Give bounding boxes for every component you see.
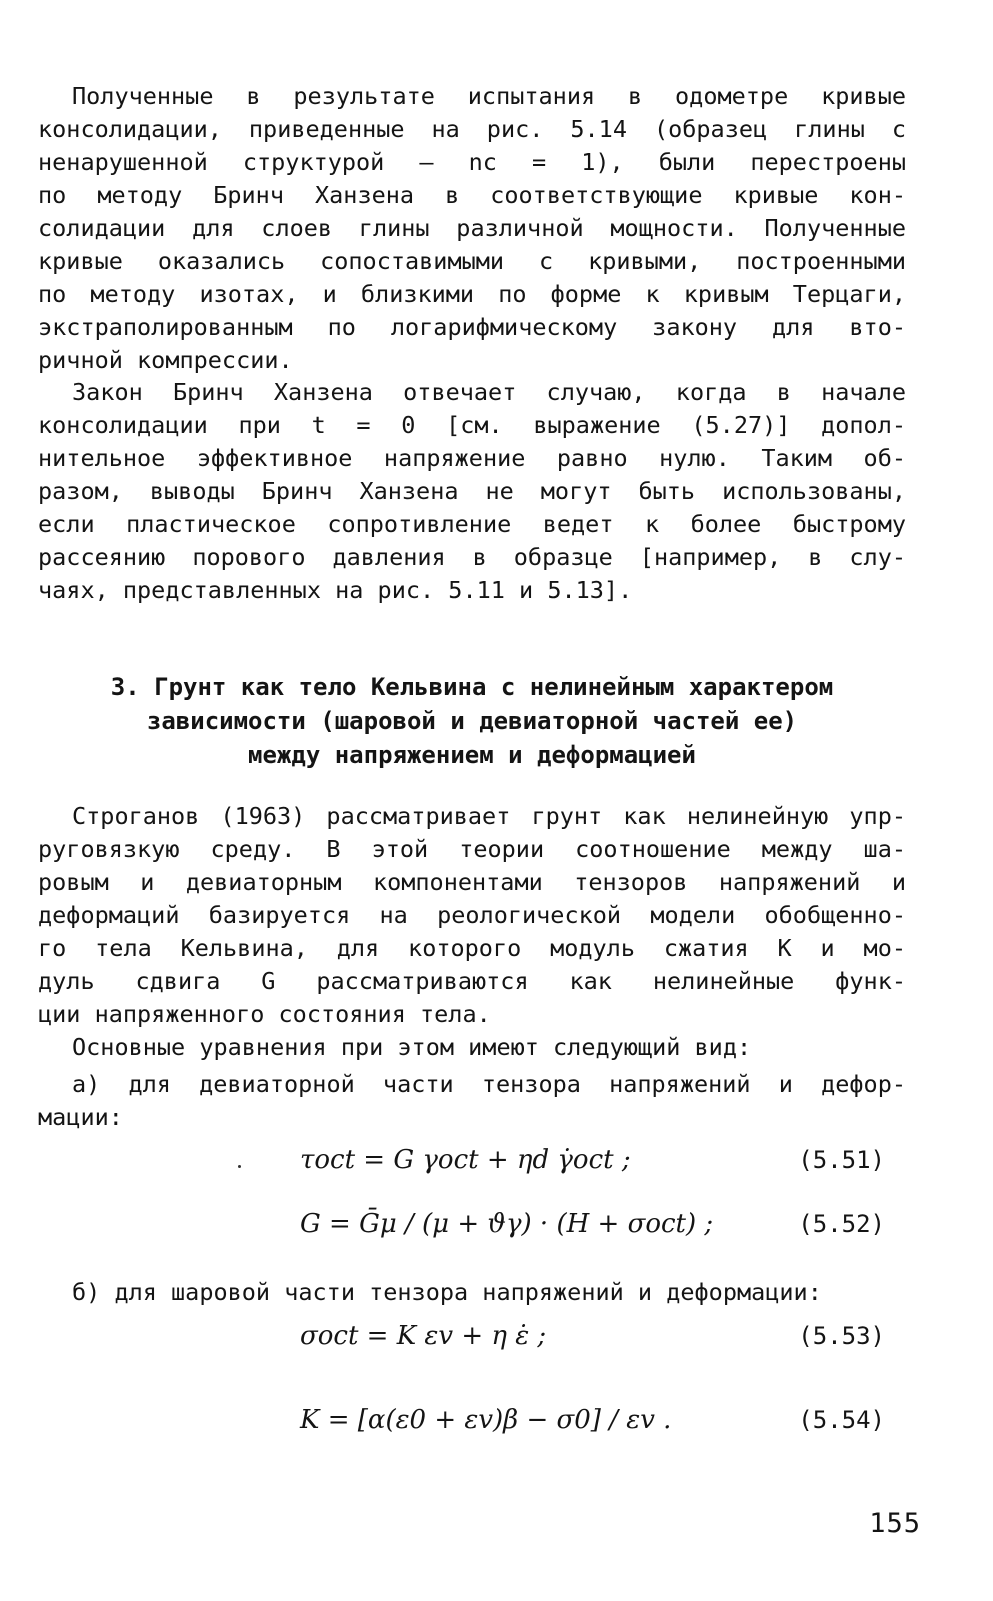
text-line: дуль сдвига G рассматриваются как нелинейные функ-: [38, 967, 906, 995]
equation-number: (5.51): [798, 1146, 885, 1174]
text-line: а) для девиаторной части тензора напряжений и дефор-: [72, 1070, 906, 1098]
text-line: солидации для слоев глины различной мощности. Полученные: [38, 214, 906, 242]
equation-formula: K = [α(ε0 + εv)β − σ0] / εv .: [300, 1405, 672, 1435]
section-heading: [38, 670, 906, 772]
text-line: если пластическое сопротивление ведет к более быстрому: [38, 510, 906, 538]
equation-number: (5.53): [798, 1322, 885, 1350]
paragraph-3: [38, 800, 906, 1031]
text-line: кривые оказались сопоставимыми с кривыми, построенными: [38, 247, 906, 275]
text-line: экстраполированным по логарифмическому закону для вто-: [38, 313, 906, 341]
text-line: рассеянию порового давления в образце [например, в слу-: [38, 543, 906, 571]
text-line: б) для шаровой части тензора напряжений и деформации:: [72, 1278, 822, 1306]
text-line: руговязкую среду. В этой теории соотношение между ша-: [38, 835, 906, 863]
equation-formula: τoct = G γoct + ηd γ̇oct ;: [300, 1145, 631, 1175]
text-line: чаях, представленных на рис. 5.11 и 5.13].: [38, 576, 633, 604]
paragraph-6: [38, 1276, 906, 1309]
text-line: по методу изотах, и близкими по форме к кривым Терцаги,: [38, 280, 906, 308]
text-line: деформаций базируется на реологической модели обобщенно-: [38, 901, 906, 929]
text-line: Закон Бринч Ханзена отвечает случаю, когда в начале: [72, 378, 906, 406]
equation-formula: G = Ḡμ / (μ + ϑγ) · (H + σoct) ;: [300, 1209, 714, 1239]
text-line: Основные уравнения при этом имеют следующий вид:: [72, 1033, 752, 1061]
paragraph-4: [38, 1031, 906, 1064]
text-line: Полученные в результате испытания в одометре кривые: [72, 82, 906, 110]
text-line: по методу Бринч Ханзена в соответствующие кривые кон-: [38, 181, 906, 209]
equation-5-54: [0, 1396, 993, 1444]
equation-number: (5.54): [798, 1406, 885, 1434]
text-line: консолидации при t = 0 [см. выражение (5.27)] допол-: [38, 411, 906, 439]
paragraph-1: [38, 80, 906, 377]
text-line: ровым и девиаторным компонентами тензоров напряжений и: [38, 868, 906, 896]
equation-5-52: [0, 1200, 993, 1248]
equation-formula: σoct = K εv + η ε̇ ;: [300, 1321, 547, 1351]
text-line: мации:: [38, 1103, 123, 1131]
paragraph-5: [38, 1068, 906, 1134]
text-line: го тела Кельвина, для которого модуль сжатия K и мо-: [38, 934, 906, 962]
equation-5-53: [0, 1312, 993, 1360]
text-line: разом, выводы Бринч Ханзена не могут быть использованы,: [38, 477, 906, 505]
text-line: Строганов (1963) рассматривает грунт как нелинейную упр-: [72, 802, 906, 830]
text-line: ричной компрессии.: [38, 346, 293, 374]
text-line: ненарушенной структурой – nc = 1), были перестроены: [38, 148, 906, 176]
page-number: 155: [869, 1508, 921, 1539]
text-line: консолидации, приведенные на рис. 5.14 (образец глины с: [38, 115, 906, 143]
paragraph-2: [38, 376, 906, 607]
heading-line: 3. Грунт как тело Кельвина с нелинейным характером: [110, 673, 834, 701]
equation-5-51: [0, 1136, 993, 1184]
heading-line: зависимости (шаровой и девиаторной частей ее): [146, 707, 798, 735]
text-line: ции напряженного состояния тела.: [38, 1000, 491, 1028]
heading-line: между напряжением и деформацией: [248, 741, 696, 769]
equation-number: (5.52): [798, 1210, 885, 1238]
text-line: нительное эффективное напряжение равно нулю. Таким об-: [38, 444, 906, 472]
